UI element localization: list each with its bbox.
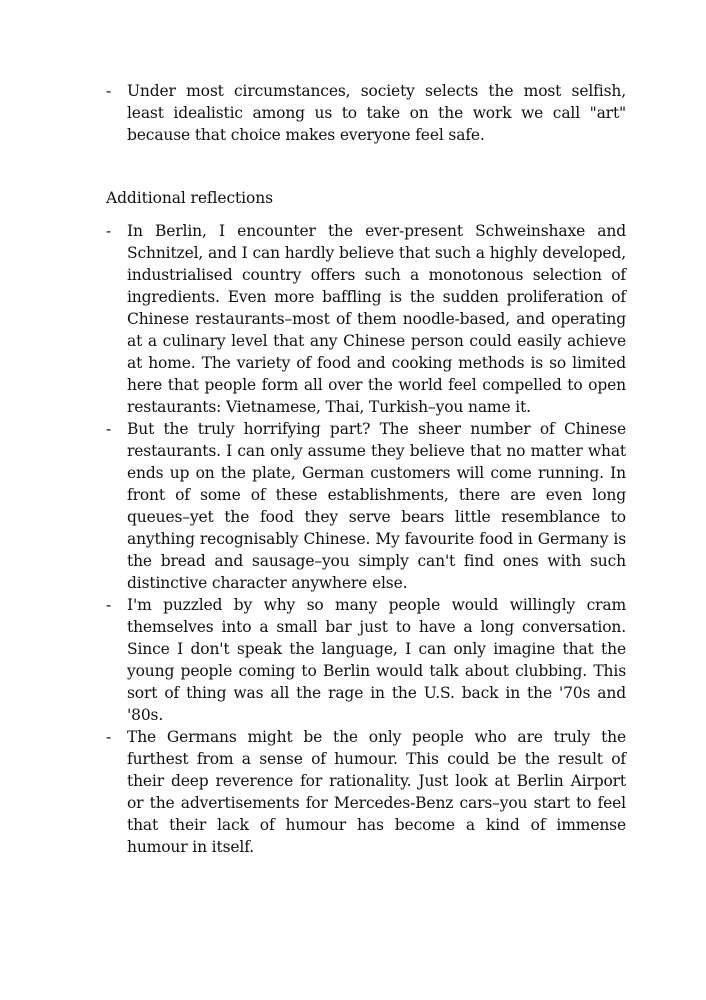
bullet-dash: - xyxy=(106,82,112,100)
list-item xyxy=(106,220,626,418)
list-item-text: The Germans might be the only people who are truly the furthest from a sense of humour. This could be the result of their deep reverence for rationality. Just look at Berlin Airport or the advertisements for Mercedes-Benz cars–you start to feel that their lack of humour has become a kind of immense humour in itself. xyxy=(127,728,626,856)
section-heading: Additional reflections xyxy=(106,189,274,207)
reflections-list xyxy=(106,220,626,858)
list-item-text: Under most circumstances, society selects the most selfish, least idealistic among us to take on the work we call "art" because that choice makes everyone feel safe. xyxy=(127,82,626,144)
list-item xyxy=(106,726,626,858)
list-item-text: In Berlin, I encounter the ever-present Schweinshaxe and Schnitzel, and I can hardly believe that such a highly developed, industrialised country offers such a monotonous selection of ingredients. Even more baffling is the sudden proliferation of Chinese restaurants–most of them noodle-based, and operating at a culinary level that any Chinese person could easily achieve at home. The variety of food and cooking methods is so limited here that people form all over the world feel compelled to open restaurants: Vietnamese, Thai, Turkish–you name it. xyxy=(127,222,626,416)
bullet-dash: - xyxy=(106,596,112,614)
list-item-text: I'm puzzled by why so many people would willingly cram themselves into a small bar just to have a long conversation. Since I don't speak the language, I can only imagine that the young people coming to Berlin would talk about clubbing. This sort of thing was all the rage in the U.S. back in the '70s and '80s. xyxy=(127,596,626,724)
intro-list xyxy=(106,80,626,146)
list-item xyxy=(106,80,626,146)
list-item xyxy=(106,594,626,726)
bullet-dash: - xyxy=(106,728,112,746)
bullet-dash: - xyxy=(106,222,112,240)
bullet-dash: - xyxy=(106,420,112,438)
list-item-text: But the truly horrifying part? The sheer number of Chinese restaurants. I can only assume they believe that no matter what ends up on the plate, German customers will come running. In front of some of these establishments, there are even long queues–yet the food they serve bears little resemblance to anything recognisably Chinese. My favourite food in Germany is the bread and sausage–you simply can't find ones with such distinctive character anywhere else. xyxy=(127,420,626,592)
list-item xyxy=(106,418,626,594)
